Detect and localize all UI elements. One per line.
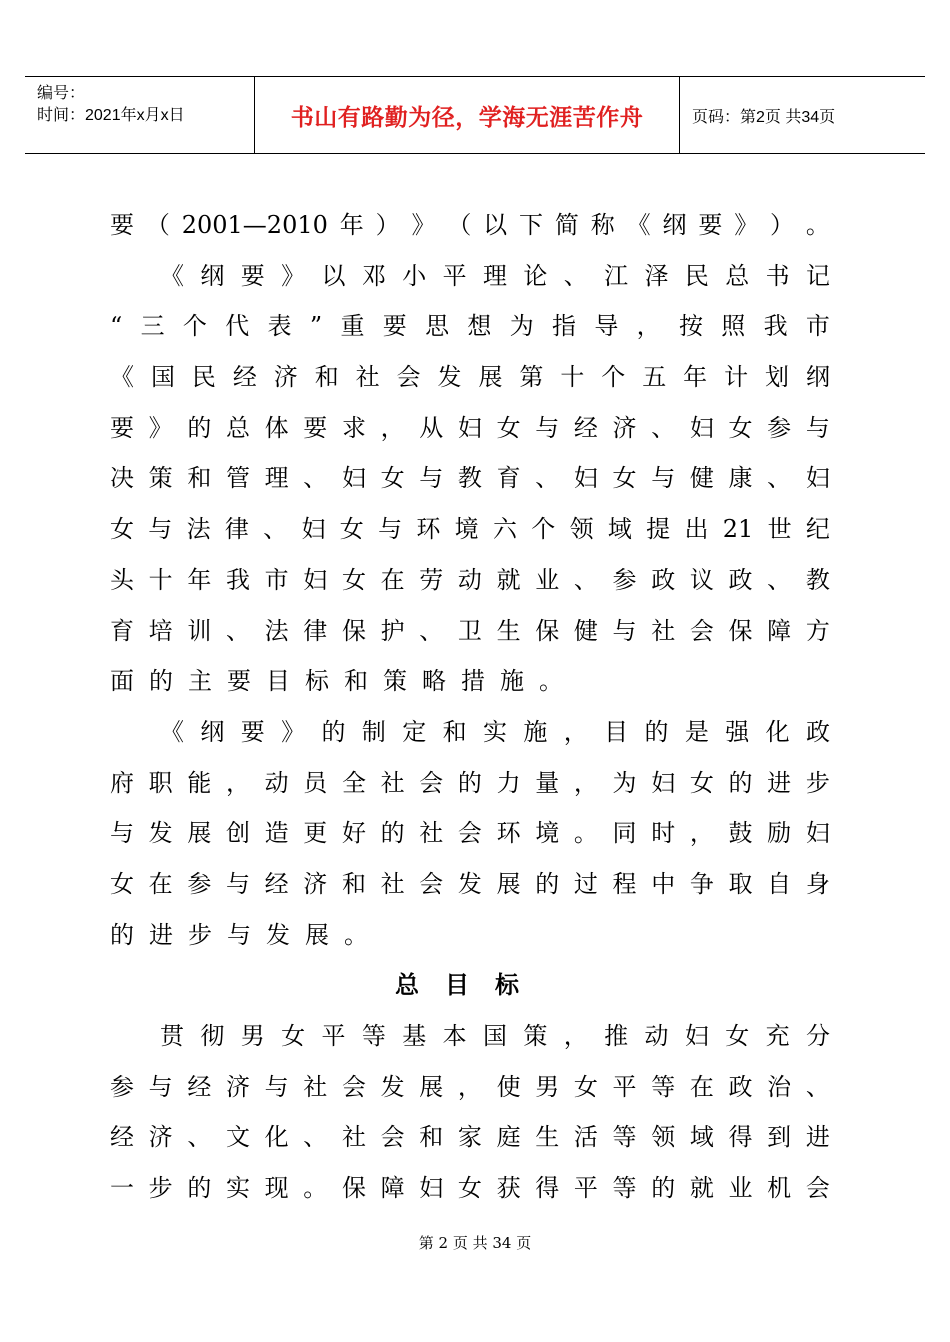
body-line: 贯 彻 男 女 平 等 基 本 国 策 ， 推 动 妇 女 充 分 xyxy=(160,1022,830,1050)
body-line: 《 纲 要 》 以 邓 小 平 理 论 、 江 泽 民 总 书 记 xyxy=(160,261,830,290)
body-line: 《 纲 要 》 的 制 定 和 实 施 ， 目 的 是 强 化 政 xyxy=(160,717,830,746)
body-line: 要 （ 2001—2010 年 ） 》 （ 以 下 简 称 《 纲 要 》 ） 。 xyxy=(110,211,830,239)
body-line: 女 在 参 与 经 济 和 社 会 发 展 的 过 程 中 争 取 自 身 xyxy=(110,869,830,898)
body-line: “ 三 个 代 表 ” 重 要 思 想 为 指 导 ， 按 照 我 市 xyxy=(110,312,830,341)
body-line: 的 进 步 与 发 展 。 xyxy=(110,920,368,949)
header-motto-cell xyxy=(254,77,680,153)
body-line: 女 与 法 律 、 妇 女 与 环 境 六 个 领 域 提 出 21 世 纪 xyxy=(110,515,830,544)
body-line: 经 济 、 文 化 、 社 会 和 家 庭 生 活 等 领 域 得 到 进 xyxy=(110,1123,830,1152)
document-header xyxy=(25,76,925,154)
time-label: 时间：2021年x月x日 xyxy=(37,107,185,124)
serial-label: 编号： xyxy=(37,85,86,102)
body-line: 《 国 民 经 济 和 社 会 发 展 第 十 个 五 年 计 划 纲 xyxy=(110,363,830,392)
body-line: 决 策 和 管 理 、 妇 女 与 教 育 、 妇 女 与 健 康 、 妇 xyxy=(110,464,830,493)
header-page-info: 页码：第2页 共34页 xyxy=(692,108,836,126)
header-motto: 书山有路勤为径，学海无涯苦作舟 xyxy=(290,104,644,131)
body-line: 一 步 的 实 现 。 保 障 妇 女 获 得 平 等 的 就 业 机 会 xyxy=(110,1174,830,1203)
section-title: 总目标 xyxy=(395,970,545,1000)
body-line: 参 与 经 济 与 社 会 发 展 ， 使 男 女 平 等 在 政 治 、 xyxy=(110,1072,830,1101)
document-body xyxy=(110,200,830,1214)
body-line: 面 的 主 要 目 标 和 策 略 措 施 。 xyxy=(110,667,563,696)
page-footer: 第 2 页 共 34 页 xyxy=(418,1234,532,1252)
body-line: 要 》 的 总 体 要 求 ， 从 妇 女 与 经 济 、 妇 女 参 与 xyxy=(110,413,830,442)
header-page-info-cell xyxy=(680,77,925,153)
body-line: 头 十 年 我 市 妇 女 在 劳 动 就 业 、 参 政 议 政 、 教 xyxy=(110,565,830,594)
header-meta xyxy=(25,77,255,153)
body-line: 府 职 能 ， 动 员 全 社 会 的 力 量 ， 为 妇 女 的 进 步 xyxy=(110,768,830,797)
body-line: 育 培 训 、 法 律 保 护 、 卫 生 保 健 与 社 会 保 障 方 xyxy=(110,616,830,645)
body-line: 与 发 展 创 造 更 好 的 社 会 环 境 。 同 时 ， 鼓 励 妇 xyxy=(110,819,830,848)
